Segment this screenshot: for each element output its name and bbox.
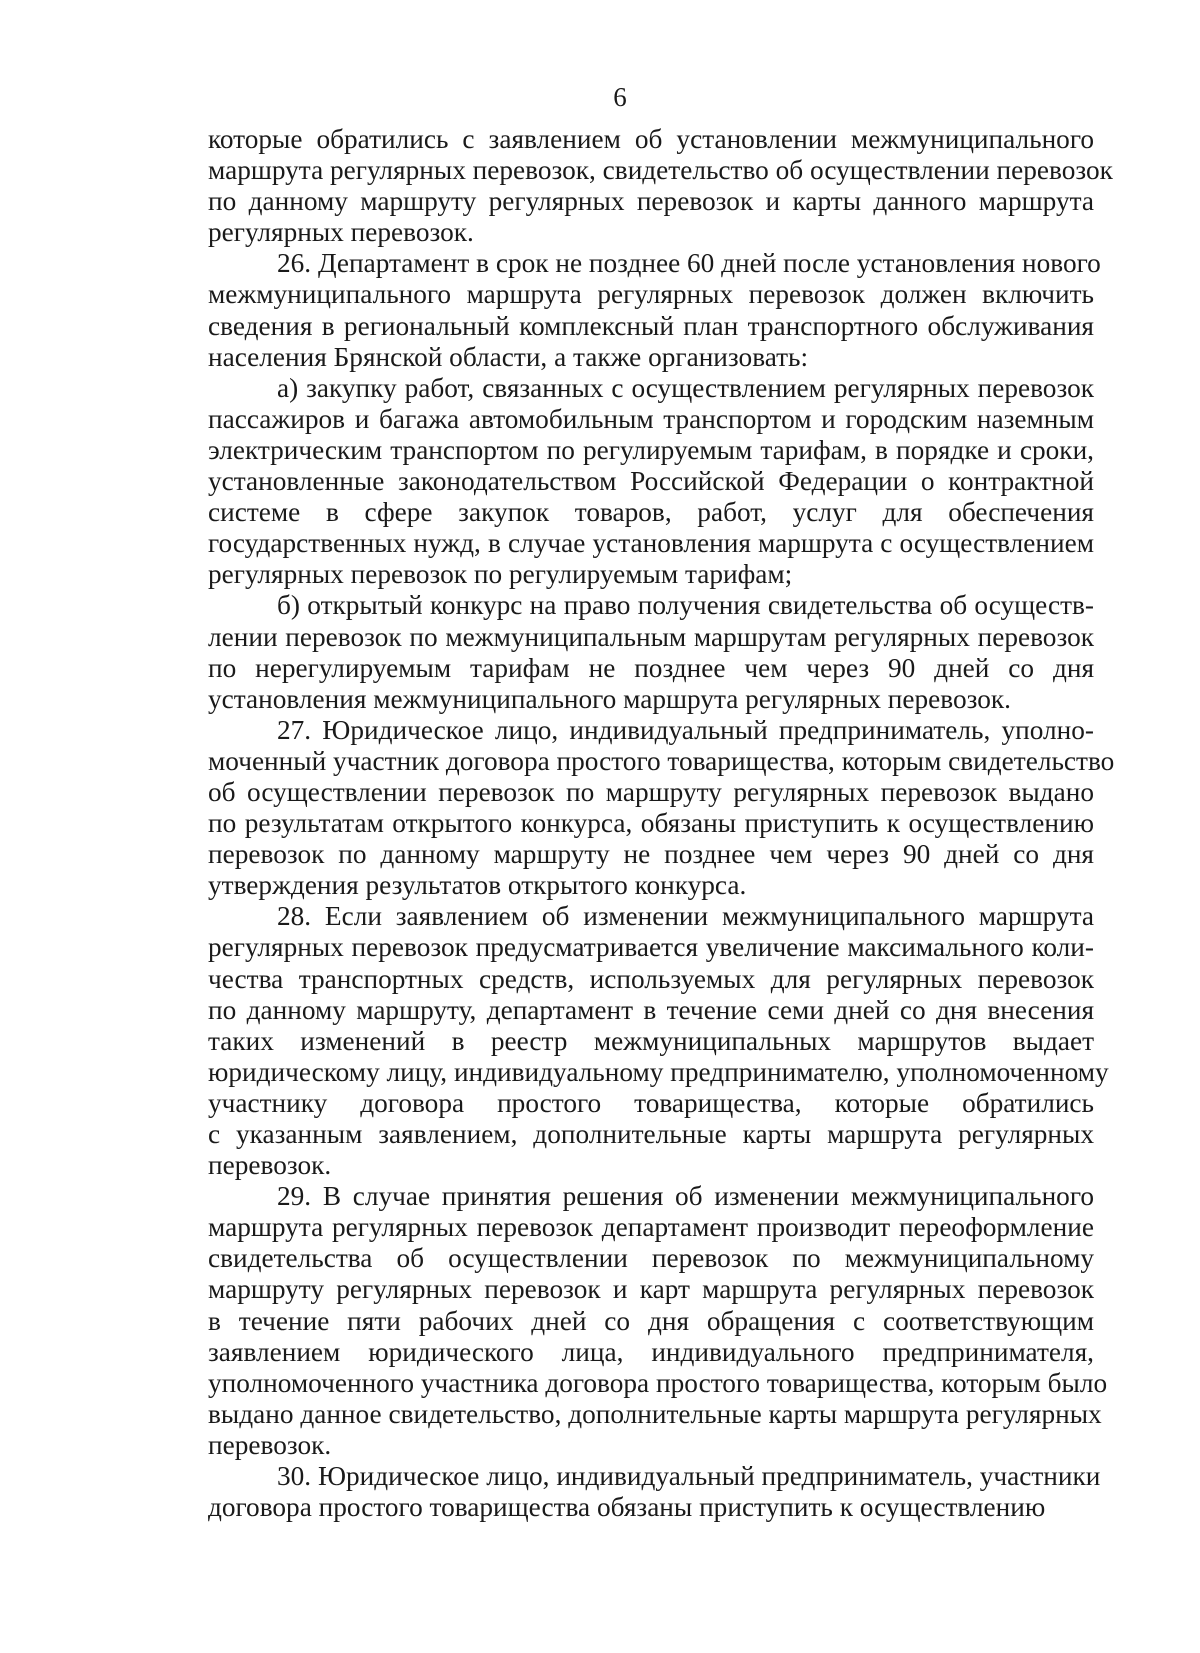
paragraph [208, 714, 1115, 902]
text-line: в течение пяти рабочих дней со дня обращения с соответствующим [208, 1305, 1094, 1336]
text-line: 28. Если заявлением об изменении межмуниципального маршрута [277, 901, 1094, 932]
text-line: по результатам открытого конкурса, обязаны приступить к осуществлению [208, 808, 1094, 839]
text-line: по данному маршруту регулярных перевозок и карты данного маршрута [208, 186, 1094, 217]
text-line: системе в сфере закупок товаров, работ, услуг для обеспечения [208, 497, 1094, 528]
text-line: лении перевозок по межмуниципальным маршрутам регулярных перевозок [208, 621, 1094, 652]
text-line: регулярных перевозок предусматривается увеличение максимального коли- [208, 932, 1094, 963]
text-line: участнику договора простого товарищества, которые обратились [208, 1087, 1094, 1118]
document-body [208, 124, 1115, 1523]
text-line: государственных нужд, в случае установления маршрута с осуществлением [208, 528, 1094, 559]
text-line: пассажиров и багажа автомобильным транспортом и городским наземным [208, 403, 1094, 434]
paragraph [208, 373, 1094, 591]
paragraph [208, 248, 1101, 372]
text-line: маршруту регулярных перевозок и карт маршрута регулярных перевозок [208, 1274, 1094, 1305]
text-line: свидетельства об осуществлении перевозок по межмуниципальному [208, 1243, 1094, 1274]
text-line: которые обратились с заявлением об установлении межмуниципального [208, 124, 1094, 154]
text-line: перевозок. [208, 1150, 332, 1181]
text-line: сведения в региональный комплексный план транспортного обслуживания [208, 310, 1094, 341]
text-line: установленные законодательством Российской Федерации о контрактной [208, 466, 1094, 497]
text-line: населения Брянской области, а также организовать: [208, 341, 809, 372]
text-line: б) открытый конкурс на право получения свидетельства об осуществ- [277, 590, 1094, 621]
text-line: по нерегулируемым тарифам не позднее чем через 90 дней со дня [208, 652, 1094, 683]
text-line: регулярных перевозок по регулируемым тарифам; [208, 559, 793, 590]
text-line: межмуниципального маршрута регулярных перевозок должен включить [208, 279, 1094, 310]
text-line: юридическому лицу, индивидуальному предпринимателю, уполномоченному [208, 1056, 1109, 1087]
text-line: утверждения результатов открытого конкурса. [208, 870, 747, 901]
text-line: заявлением юридического лица, индивидуального предпринимателя, [208, 1336, 1094, 1367]
page-number: 6 [613, 82, 627, 112]
text-line: перевозок. [208, 1429, 332, 1460]
text-line: договора простого товарищества обязаны приступить к осуществлению [208, 1492, 1046, 1523]
paragraph [208, 124, 1113, 248]
paragraph [208, 1181, 1108, 1461]
text-line: электрическим транспортом по регулируемым тарифам, в порядке и сроки, [208, 434, 1094, 465]
paragraph [208, 590, 1094, 714]
text-line: 26. Департамент в срок не позднее 60 дней после установления нового [277, 248, 1101, 279]
text-line: чества транспортных средств, используемых для регулярных перевозок [208, 963, 1094, 994]
paragraph [208, 1461, 1101, 1523]
text-line: перевозок по данному маршруту не позднее чем через 90 дней со дня [208, 839, 1094, 870]
text-line: регулярных перевозок. [208, 217, 474, 248]
text-line: установления межмуниципального маршрута регулярных перевозок. [208, 683, 1012, 714]
text-line: 29. В случае принятия решения об изменении межмуниципального [277, 1181, 1094, 1212]
text-line: уполномоченного участника договора простого товарищества, которым было [208, 1367, 1108, 1398]
text-line: по данному маршруту, департамент в течение семи дней со дня внесения [208, 994, 1094, 1025]
text-line: 27. Юридическое лицо, индивидуальный предприниматель, уполно- [277, 714, 1094, 745]
text-line: выдано данное свидетельство, дополнительные карты маршрута регулярных [208, 1398, 1102, 1429]
text-line: маршрута регулярных перевозок, свидетельство об осуществлении перевозок [208, 155, 1113, 186]
paragraph [208, 901, 1109, 1181]
text-line: с указанным заявлением, дополнительные карты маршрута регулярных [208, 1119, 1094, 1149]
text-line: маршрута регулярных перевозок департамент производит переоформление [208, 1212, 1094, 1243]
text-line: моченный участник договора простого товарищества, которым свидетельство [208, 745, 1115, 776]
text-line: таких изменений в реестр межмуниципальных маршрутов выдает [208, 1025, 1094, 1056]
text-line: об осуществлении перевозок по маршруту регулярных перевозок выдано [208, 776, 1094, 807]
text-line: 30. Юридическое лицо, индивидуальный предприниматель, участники [277, 1461, 1101, 1492]
text-line: а) закупку работ, связанных с осуществлением регулярных перевозок [277, 372, 1094, 403]
